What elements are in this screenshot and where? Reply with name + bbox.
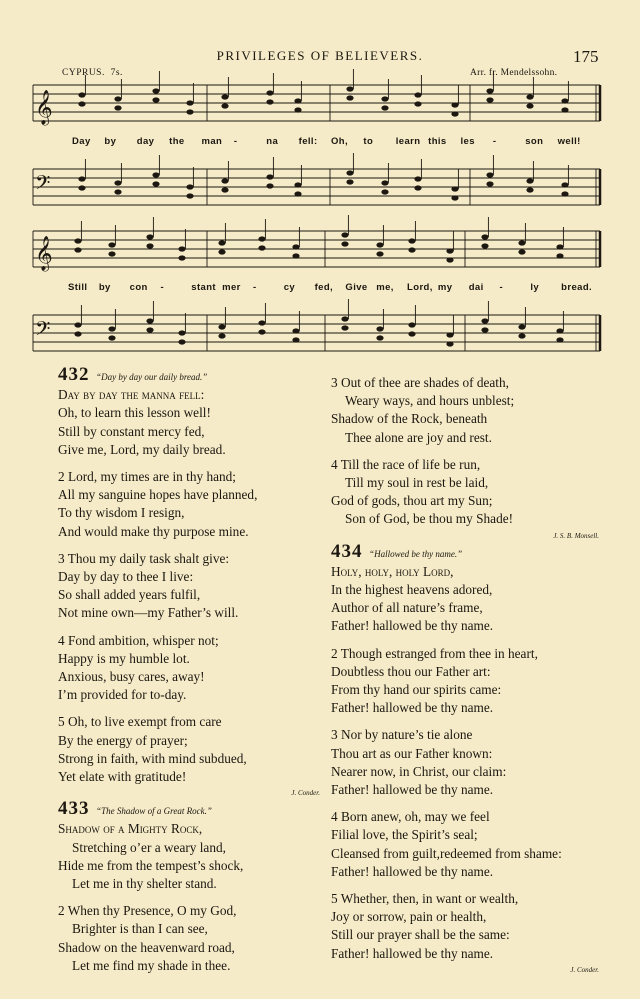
notehead [556,337,563,342]
notehead [186,109,193,114]
notehead [114,180,121,185]
verse-line: In the highest heavens adored, [331,582,493,598]
notehead [451,195,458,200]
verse-line: Still by constant mercy fed, [58,423,205,439]
verse-line: All my sanguine hopes have planned, [58,487,258,503]
page-header: PRIVILEGES OF BELIEVERS. [216,48,424,63]
hymn-number: 434 [331,540,363,562]
lyric-syllable: na [266,136,279,147]
notehead [481,318,488,323]
notehead [292,337,299,342]
notehead [408,331,415,336]
verse-line: 5 Whether, then, in want or wealth, [331,891,519,907]
verse-line: 3 Nor by nature’s tie alone [331,727,473,743]
verse-line: I’m provided for to-day. [58,687,187,703]
notehead [518,249,525,254]
notehead [74,238,81,243]
lyric-syllable: me, [376,282,394,293]
verse-line: Doubtless thou our Father art: [331,663,491,679]
notehead [446,332,453,337]
verse-line: Son of God, be thou my Shade! [345,511,514,527]
verse-line: Let me in thy shelter stand. [72,876,217,892]
notehead [258,236,265,241]
notehead [451,186,458,191]
notehead [518,324,525,329]
notehead [526,187,533,192]
notehead [78,92,85,97]
verse-line: Father! hallowed be thy name. [331,945,494,961]
notehead [451,102,458,107]
lyric-syllable: the [169,136,185,147]
notehead [376,242,383,247]
verse-line: Hide me from the tempest’s shock, [58,857,244,873]
notehead [292,253,299,258]
lyric-syllable: Give [345,282,368,293]
notehead [292,244,299,249]
lyric-syllable: con [129,282,148,293]
lyric-syllable: fell: [298,136,318,147]
lyric-syllable: bread. [561,282,593,293]
lyric-syllable: this [428,136,447,147]
notehead [146,327,153,332]
lyrics-line-2 [0,282,640,296]
notehead [376,335,383,340]
notehead [518,240,525,245]
notehead [526,94,533,99]
notehead [221,103,228,108]
lyric-syllable: well! [557,136,581,147]
verse-line: Let me find my shade in thee. [72,957,231,973]
notehead [146,234,153,239]
notehead [486,88,493,93]
verse-line: Thee alone are joy and rest. [345,429,492,445]
left-column [58,366,320,975]
lyric-syllable: - [499,282,504,293]
verse-line: Till my soul in rest be laid, [345,475,489,491]
notehead [408,247,415,252]
notehead [376,326,383,331]
notehead [481,243,488,248]
notehead [561,182,568,187]
hymn-author: J. S. B. Monsell. [553,531,599,540]
lyric-syllable: by [98,282,111,293]
notehead [186,184,193,189]
notehead [266,174,273,179]
notehead [346,170,353,175]
notehead [346,86,353,91]
notehead [78,185,85,190]
notehead [556,244,563,249]
notehead [446,341,453,346]
notehead [218,333,225,338]
verse-line: 2 Lord, my times are in thy hand; [58,469,236,485]
verse-line: Yet elate with gratitude! [58,769,187,785]
clefs [35,90,53,345]
notehead [74,247,81,252]
treble-clef-icon: 𝄞 [35,90,53,125]
notehead [486,97,493,102]
notehead [341,325,348,330]
notehead [292,328,299,333]
hymn-number: 433 [58,798,90,820]
hymn-author: J. Conder. [570,965,599,974]
verse-line: Brighter is than I can see, [72,921,208,937]
notehead [218,249,225,254]
notehead [556,253,563,258]
bass-clef-icon: 𝄢 [35,171,51,199]
notehead [114,189,121,194]
notehead [186,100,193,105]
notehead [414,176,421,181]
notehead [341,316,348,321]
notehead [146,318,153,323]
verse-line: Father! hallowed be thy name. [331,700,494,716]
lyric-syllable: by [104,136,117,147]
verse-line: By the energy of prayer; [58,732,188,748]
noteheads [74,69,568,347]
verse-line: Filial love, the Spirit’s seal; [331,827,478,843]
notehead [114,96,121,101]
notehead [178,330,185,335]
notehead [414,92,421,97]
notehead [294,98,301,103]
verse-line: Not mine own—my Father’s will. [58,605,239,621]
notehead [381,105,388,110]
verse-line: Father! hallowed be thy name. [331,863,494,879]
notehead [561,98,568,103]
verse-line: Joy or sorrow, pain or health, [331,909,487,925]
notehead [556,328,563,333]
notehead [108,251,115,256]
notehead [294,182,301,187]
notehead [518,333,525,338]
verse-line: Day by day the manna fell: [58,387,205,403]
notehead [266,90,273,95]
notehead [446,248,453,253]
verse-line: 5 Oh, to live exempt from care [58,714,222,730]
notehead [414,185,421,190]
verse-line: 4 Born anew, oh, may we feel [331,809,490,825]
notehead [152,88,159,93]
hymn-title: “The Shadow of a Great Rock.” [96,806,212,817]
notehead [381,180,388,185]
hymn-author: J. Conder. [291,789,320,798]
notehead [74,331,81,336]
lyric-syllable: - [160,282,165,293]
notehead [481,234,488,239]
verse-line: Shadow of a Mighty Rock, [58,821,203,837]
hymn-title: “Hallowed be thy name.” [369,548,463,559]
treble-clef-icon: 𝄞 [35,236,53,271]
notehead [346,95,353,100]
notehead [178,246,185,251]
lyric-syllable: Lord, [407,282,433,293]
verse-line: And would make thy purpose mine. [58,523,249,539]
arranger: Arr. fr. Mendelssohn. [470,68,558,78]
lyric-syllable: to [363,136,374,147]
verse-line: Anxious, busy cares, away! [58,669,205,685]
lyric-syllable: les [460,136,475,147]
verse-line: Give me, Lord, my daily bread. [58,441,226,457]
notehead [266,99,273,104]
tune-meter: 7s. [110,68,123,78]
notehead [341,232,348,237]
verse-line: Nearer now, in Christ, our claim: [331,763,507,779]
notehead [218,240,225,245]
lyric-syllable: - [252,282,257,293]
notehead [294,191,301,196]
notehead [74,322,81,327]
notehead [408,238,415,243]
verse-line: Still our prayer shall be the same: [331,927,510,943]
notehead [258,320,265,325]
notehead [526,178,533,183]
notehead [108,242,115,247]
verse-line: Shadow on the heavenward road, [58,939,235,955]
hymn-432-heading [58,366,320,386]
hymn-title: “Day by day our daily bread.” [96,372,208,382]
verse-line: 3 Thou my daily task shalt give: [58,550,230,566]
notehead [266,183,273,188]
lyric-syllable: ly [530,282,540,293]
lyric-syllable: Day [72,136,91,147]
lyric-syllable: stant [191,282,216,293]
lyrics-line-1 [0,136,640,150]
lyric-syllable: Oh, [331,136,349,147]
lyric-syllable: day [136,136,155,147]
notehead [108,335,115,340]
verse-line: 3 Out of thee are shades of death, [331,375,509,390]
verse-line: Day by day to thee I live: [58,569,194,585]
hymn-433-heading [58,800,320,820]
right-column [331,374,599,977]
notehead [146,243,153,248]
verse-line: So shall added years fulfil, [58,587,201,603]
verse-line: God of gods, thou art my Sun; [331,493,493,509]
verse-line: 4 Till the race of life be run, [331,456,481,472]
notehead [218,324,225,329]
verse-line: Author of all nature’s frame, [331,600,483,616]
lyric-syllable: - [492,136,497,147]
notehead [408,322,415,327]
lyric-syllable: man [201,136,223,147]
verse-line: Stretching o’er a weary land, [72,839,226,855]
notehead [186,193,193,198]
verse-line: Thou art as our Father known: [331,745,493,761]
verse-line: Father! hallowed be thy name. [331,618,494,634]
verse-line: 2 Though estranged from thee in heart, [331,645,538,661]
notehead [178,339,185,344]
verse-line: 4 Fond ambition, whisper not; [58,632,219,648]
verse-line: Cleansed from guilt,redeemed from shame: [331,845,562,861]
lyric-syllable: son [525,136,544,147]
lyric-syllable: Still [68,282,88,293]
verse-line: To thy wisdom I resign, [58,505,185,521]
notehead [258,329,265,334]
notehead [152,172,159,177]
staff-lines [33,85,600,351]
verse-line: From thy hand our spirits came: [331,682,502,698]
verse-line: Strong in faith, with mind subdued, [58,750,247,766]
lyric-syllable: cy [283,282,296,293]
notehead [376,251,383,256]
lyric-syllable: fed, [314,282,334,293]
verse-line: Holy, holy, holy Lord, [331,563,454,579]
hymn-434-heading [331,540,599,563]
tune-title: CYPRUS. [62,68,105,78]
verse-line: Shadow of the Rock, beneath [331,411,488,427]
notehead [526,103,533,108]
notehead [451,111,458,116]
notehead [78,101,85,106]
lyric-syllable: mer [222,282,241,293]
page-number: 175 [573,47,599,66]
verse-line: Father! hallowed be thy name. [331,782,494,798]
notehead [221,187,228,192]
hymn-number: 432 [58,364,90,385]
notehead [446,257,453,262]
notehead [561,107,568,112]
notehead [221,94,228,99]
lyric-syllable: - [233,136,238,147]
lyric-syllable: learn [395,136,421,147]
notehead [78,176,85,181]
notehead [258,245,265,250]
notehead [481,327,488,332]
notehead [152,181,159,186]
notehead [486,172,493,177]
notehead [346,179,353,184]
bass-clef-icon: 𝄢 [35,317,51,345]
notehead [341,241,348,246]
notehead [221,178,228,183]
notehead [114,105,121,110]
lyric-syllable: dai [468,282,484,293]
verse-line: 2 When thy Presence, O my God, [58,903,237,919]
notehead [108,326,115,331]
notehead [486,181,493,186]
verse-line: Happy is my humble lot. [58,650,190,666]
notehead [414,101,421,106]
verse-line: Weary ways, and hours unblest; [345,393,515,409]
notehead [381,96,388,101]
notehead [294,107,301,112]
notehead [561,191,568,196]
verse-line: Oh, to learn this lesson well! [58,405,211,421]
notehead [178,255,185,260]
music-score [0,0,640,370]
notehead [152,97,159,102]
lyric-syllable: my [437,282,453,293]
notehead [381,189,388,194]
